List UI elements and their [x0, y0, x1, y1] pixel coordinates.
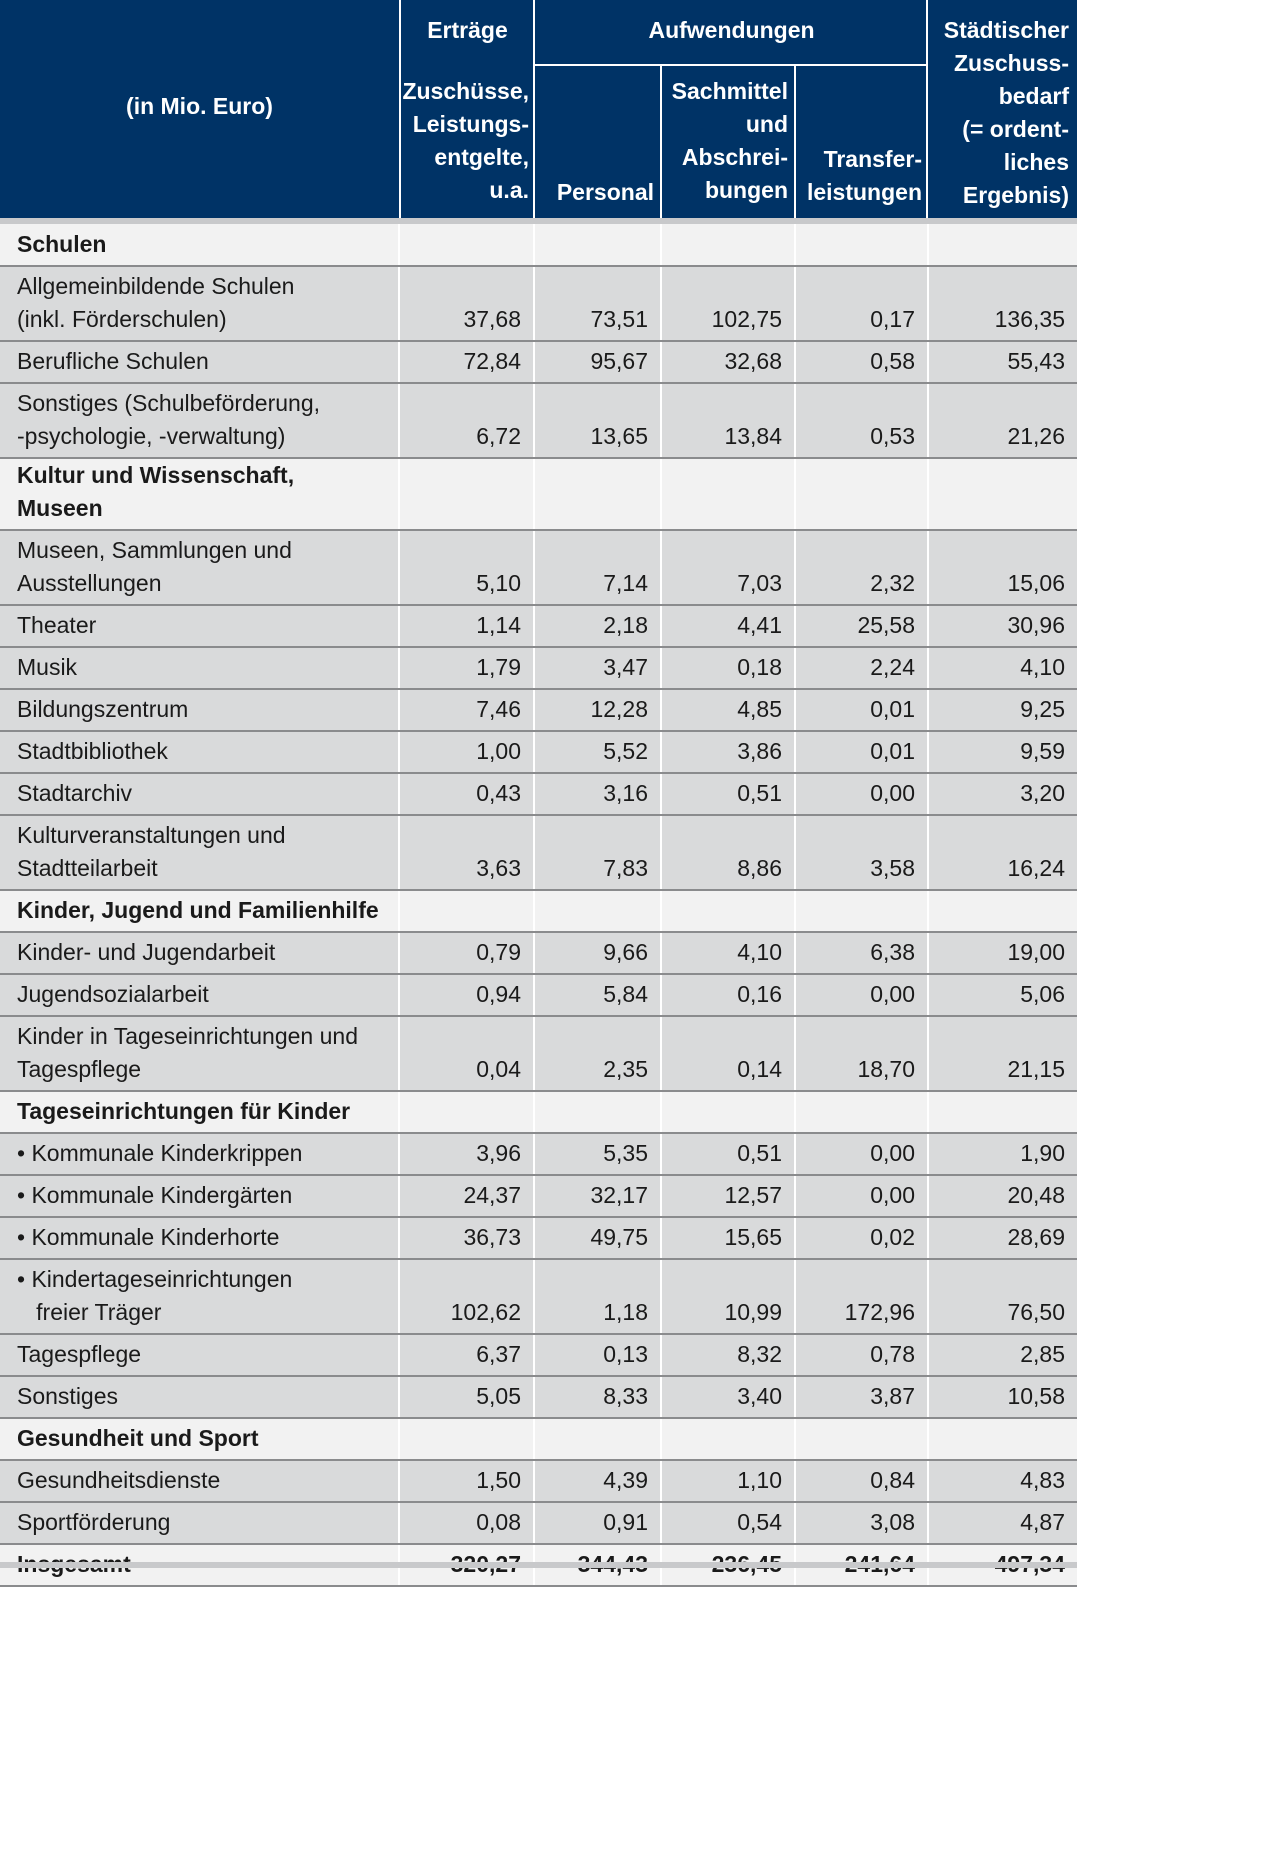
- cell-ertraege: 0,94: [399, 974, 534, 1016]
- cell-ertraege: [399, 1418, 534, 1460]
- cell-ertraege: 3,63: [399, 815, 534, 890]
- header-zuschussbedarf: Städtischer Zuschuss- bedarf (= ordent- liches Ergebnis): [943, 17, 1069, 208]
- cell-ertraege: [399, 890, 534, 932]
- section-row: [0, 224, 1077, 266]
- row-label: • Kommunale Kindergärten: [0, 1175, 399, 1217]
- cell-sachmittel: [661, 458, 795, 530]
- row-label: • Kommunale Kinderhorte: [0, 1217, 399, 1259]
- row-label: Berufliche Schulen: [0, 341, 399, 383]
- cell-sachmittel: 1,10: [661, 1460, 795, 1502]
- cell-personal: 3,16: [534, 773, 661, 815]
- header-aufwendungen: Aufwendungen: [648, 17, 815, 43]
- cell-personal: [534, 458, 661, 530]
- cell-zuschussbedarf: [928, 458, 1077, 530]
- cell-zuschussbedarf: 28,69: [928, 1217, 1077, 1259]
- cell-personal: 2,35: [534, 1016, 661, 1091]
- cell-sachmittel: 0,51: [661, 773, 795, 815]
- cell-zuschussbedarf: 55,43: [928, 341, 1077, 383]
- row-label: Kinder- und Jugendarbeit: [0, 932, 399, 974]
- cell-personal: 95,67: [534, 341, 661, 383]
- cell-transfer: 2,24: [795, 647, 928, 689]
- data-table: [0, 224, 1077, 1587]
- table-row: [0, 647, 1077, 689]
- cell-personal: 0,91: [534, 1502, 661, 1544]
- cell-sachmittel: 4,10: [661, 932, 795, 974]
- table-row: [0, 815, 1077, 890]
- cell-zuschussbedarf: 5,06: [928, 974, 1077, 1016]
- header-sachmittel: Sachmittel und Abschrei- bungen: [671, 78, 788, 203]
- cell-personal: [534, 224, 661, 266]
- table-row: [0, 773, 1077, 815]
- cell-personal: 49,75: [534, 1217, 661, 1259]
- cell-transfer: [795, 1091, 928, 1133]
- cell-transfer: 3,87: [795, 1376, 928, 1418]
- table-header: [0, 0, 1077, 218]
- cell-ertraege: 0,04: [399, 1016, 534, 1091]
- cell-transfer: 172,96: [795, 1259, 928, 1334]
- cell-transfer: [795, 224, 928, 266]
- cell-ertraege: 36,73: [399, 1217, 534, 1259]
- cell-zuschussbedarf: 4,83: [928, 1460, 1077, 1502]
- table-row: [0, 1217, 1077, 1259]
- cell-zuschussbedarf: 3,20: [928, 773, 1077, 815]
- cell-transfer: [795, 890, 928, 932]
- cell-personal: 5,35: [534, 1133, 661, 1175]
- row-label: Kultur und Wissenschaft, Museen: [0, 458, 399, 530]
- cell-transfer: 0,00: [795, 1175, 928, 1217]
- cell-sachmittel: 7,03: [661, 530, 795, 605]
- cell-zuschussbedarf: 4,10: [928, 647, 1077, 689]
- footer-divider: [0, 1562, 1077, 1568]
- table-row: [0, 341, 1077, 383]
- table-row: [0, 1175, 1077, 1217]
- header-personal: Personal: [556, 179, 654, 205]
- cell-ertraege: 3,96: [399, 1133, 534, 1175]
- cell-sachmittel: 0,51: [661, 1133, 795, 1175]
- cell-ertraege: 1,14: [399, 605, 534, 647]
- cell-sachmittel: 10,99: [661, 1259, 795, 1334]
- row-label: Kinder in Tageseinrichtungen und Tagespflege: [0, 1016, 399, 1091]
- table-row: [0, 689, 1077, 731]
- cell-zuschussbedarf: 16,24: [928, 815, 1077, 890]
- row-label: Sportförderung: [0, 1502, 399, 1544]
- cell-personal: [534, 1418, 661, 1460]
- table-row: [0, 605, 1077, 647]
- header-ertraege: Erträge: [427, 17, 508, 43]
- cell-ertraege: 0,79: [399, 932, 534, 974]
- row-label: Stadtbibliothek: [0, 731, 399, 773]
- cell-sachmittel: 0,18: [661, 647, 795, 689]
- row-label: Musik: [0, 647, 399, 689]
- cell-transfer: 0,17: [795, 266, 928, 341]
- cell-personal: 12,28: [534, 689, 661, 731]
- section-row: [0, 458, 1077, 530]
- cell-zuschussbedarf: 20,48: [928, 1175, 1077, 1217]
- cell-sachmittel: 0,16: [661, 974, 795, 1016]
- table-row: [0, 974, 1077, 1016]
- cell-zuschussbedarf: [928, 890, 1077, 932]
- cell-ertraege: 37,68: [399, 266, 534, 341]
- cell-ertraege: [399, 458, 534, 530]
- row-label: Stadtarchiv: [0, 773, 399, 815]
- cell-zuschussbedarf: 9,25: [928, 689, 1077, 731]
- table-row: [0, 1016, 1077, 1091]
- cell-personal: 8,33: [534, 1376, 661, 1418]
- cell-zuschussbedarf: 15,06: [928, 530, 1077, 605]
- cell-sachmittel: 0,54: [661, 1502, 795, 1544]
- cell-zuschussbedarf: 76,50: [928, 1259, 1077, 1334]
- cell-zuschussbedarf: 19,00: [928, 932, 1077, 974]
- cell-transfer: 0,00: [795, 974, 928, 1016]
- cell-sachmittel: 32,68: [661, 341, 795, 383]
- cell-transfer: 6,38: [795, 932, 928, 974]
- cell-personal: 73,51: [534, 266, 661, 341]
- cell-sachmittel: 3,86: [661, 731, 795, 773]
- cell-transfer: 0,00: [795, 1133, 928, 1175]
- cell-zuschussbedarf: 9,59: [928, 731, 1077, 773]
- cell-personal: 2,18: [534, 605, 661, 647]
- cell-zuschussbedarf: 2,85: [928, 1334, 1077, 1376]
- row-label: Kinder, Jugend und Familienhilfe: [0, 890, 399, 932]
- cell-sachmittel: 8,32: [661, 1334, 795, 1376]
- cell-sachmittel: 3,40: [661, 1376, 795, 1418]
- cell-zuschussbedarf: 4,87: [928, 1502, 1077, 1544]
- cell-transfer: 3,08: [795, 1502, 928, 1544]
- cell-personal: 3,47: [534, 647, 661, 689]
- header-transfer: Transfer- leistungen: [806, 146, 922, 205]
- cell-personal: 0,13: [534, 1334, 661, 1376]
- cell-zuschussbedarf: 136,35: [928, 266, 1077, 341]
- cell-sachmittel: 4,85: [661, 689, 795, 731]
- cell-personal: 5,84: [534, 974, 661, 1016]
- cell-personal: 7,83: [534, 815, 661, 890]
- cell-personal: [534, 890, 661, 932]
- row-label: Allgemeinbildende Schulen (inkl. Förderschulen): [0, 266, 399, 341]
- row-label: Tagespflege: [0, 1334, 399, 1376]
- row-label: • Kommunale Kinderkrippen: [0, 1133, 399, 1175]
- table-row: [0, 530, 1077, 605]
- cell-sachmittel: [661, 890, 795, 932]
- cell-ertraege: [399, 224, 534, 266]
- cell-personal: 9,66: [534, 932, 661, 974]
- cell-ertraege: 6,72: [399, 383, 534, 458]
- cell-sachmittel: [661, 1091, 795, 1133]
- cell-sachmittel: 0,14: [661, 1016, 795, 1091]
- cell-transfer: 18,70: [795, 1016, 928, 1091]
- cell-zuschussbedarf: 10,58: [928, 1376, 1077, 1418]
- table-row: [0, 731, 1077, 773]
- cell-zuschussbedarf: 1,90: [928, 1133, 1077, 1175]
- cell-ertraege: 24,37: [399, 1175, 534, 1217]
- cell-transfer: 0,02: [795, 1217, 928, 1259]
- cell-transfer: 0,84: [795, 1460, 928, 1502]
- table-row: [0, 1133, 1077, 1175]
- cell-personal: 5,52: [534, 731, 661, 773]
- cell-sachmittel: 4,41: [661, 605, 795, 647]
- row-label: Bildungszentrum: [0, 689, 399, 731]
- table-row: [0, 1259, 1077, 1334]
- cell-transfer: 0,01: [795, 731, 928, 773]
- row-label: Museen, Sammlungen und Ausstellungen: [0, 530, 399, 605]
- section-row: [0, 1418, 1077, 1460]
- cell-ertraege: 1,79: [399, 647, 534, 689]
- section-row: [0, 890, 1077, 932]
- cell-ertraege: 5,05: [399, 1376, 534, 1418]
- row-label: Gesundheitsdienste: [0, 1460, 399, 1502]
- cell-transfer: 0,78: [795, 1334, 928, 1376]
- row-label: Sonstiges: [0, 1376, 399, 1418]
- table-row: [0, 383, 1077, 458]
- cell-ertraege: 0,08: [399, 1502, 534, 1544]
- cell-transfer: 25,58: [795, 605, 928, 647]
- cell-transfer: 0,53: [795, 383, 928, 458]
- cell-zuschussbedarf: 21,15: [928, 1016, 1077, 1091]
- section-row: [0, 1091, 1077, 1133]
- cell-sachmittel: 102,75: [661, 266, 795, 341]
- cell-zuschussbedarf: [928, 1091, 1077, 1133]
- table-row: [0, 932, 1077, 974]
- cell-ertraege: 0,43: [399, 773, 534, 815]
- row-label: Schulen: [0, 224, 399, 266]
- cell-transfer: 0,01: [795, 689, 928, 731]
- cell-personal: 4,39: [534, 1460, 661, 1502]
- cell-ertraege: 1,50: [399, 1460, 534, 1502]
- cell-personal: [534, 1091, 661, 1133]
- row-label: • Kindertageseinrichtungen freier Träger: [0, 1259, 399, 1334]
- unit-label: (in Mio. Euro): [126, 93, 273, 119]
- cell-zuschussbedarf: [928, 1418, 1077, 1460]
- cell-ertraege: 5,10: [399, 530, 534, 605]
- row-label: Tageseinrichtungen für Kinder: [0, 1091, 399, 1133]
- cell-sachmittel: 12,57: [661, 1175, 795, 1217]
- cell-transfer: 0,58: [795, 341, 928, 383]
- header-zuschuesse: Zuschüsse, Leistungs- entgelte, u.a.: [402, 78, 529, 203]
- cell-sachmittel: 15,65: [661, 1217, 795, 1259]
- row-label: Sonstiges (Schulbeförderung, -psychologie, -verwaltung): [0, 383, 399, 458]
- cell-sachmittel: 8,86: [661, 815, 795, 890]
- row-label: Theater: [0, 605, 399, 647]
- cell-personal: 13,65: [534, 383, 661, 458]
- cell-ertraege: [399, 1091, 534, 1133]
- cell-personal: 7,14: [534, 530, 661, 605]
- row-label: Kulturveranstaltungen und Stadtteilarbeit: [0, 815, 399, 890]
- cell-sachmittel: [661, 224, 795, 266]
- cell-ertraege: 72,84: [399, 341, 534, 383]
- cell-transfer: 2,32: [795, 530, 928, 605]
- cell-transfer: 0,00: [795, 773, 928, 815]
- cell-ertraege: 6,37: [399, 1334, 534, 1376]
- row-label: Jugendsozialarbeit: [0, 974, 399, 1016]
- cell-sachmittel: 13,84: [661, 383, 795, 458]
- cell-zuschussbedarf: 30,96: [928, 605, 1077, 647]
- cell-zuschussbedarf: [928, 224, 1077, 266]
- table-row: [0, 266, 1077, 341]
- cell-ertraege: 7,46: [399, 689, 534, 731]
- table-row: [0, 1460, 1077, 1502]
- cell-personal: 32,17: [534, 1175, 661, 1217]
- cell-ertraege: 1,00: [399, 731, 534, 773]
- table-row: [0, 1334, 1077, 1376]
- table-row: [0, 1376, 1077, 1418]
- cell-transfer: [795, 458, 928, 530]
- cell-transfer: [795, 1418, 928, 1460]
- row-label: Gesundheit und Sport: [0, 1418, 399, 1460]
- cell-zuschussbedarf: 21,26: [928, 383, 1077, 458]
- cell-sachmittel: [661, 1418, 795, 1460]
- cell-ertraege: 102,62: [399, 1259, 534, 1334]
- table-row: [0, 1502, 1077, 1544]
- cell-personal: 1,18: [534, 1259, 661, 1334]
- cell-transfer: 3,58: [795, 815, 928, 890]
